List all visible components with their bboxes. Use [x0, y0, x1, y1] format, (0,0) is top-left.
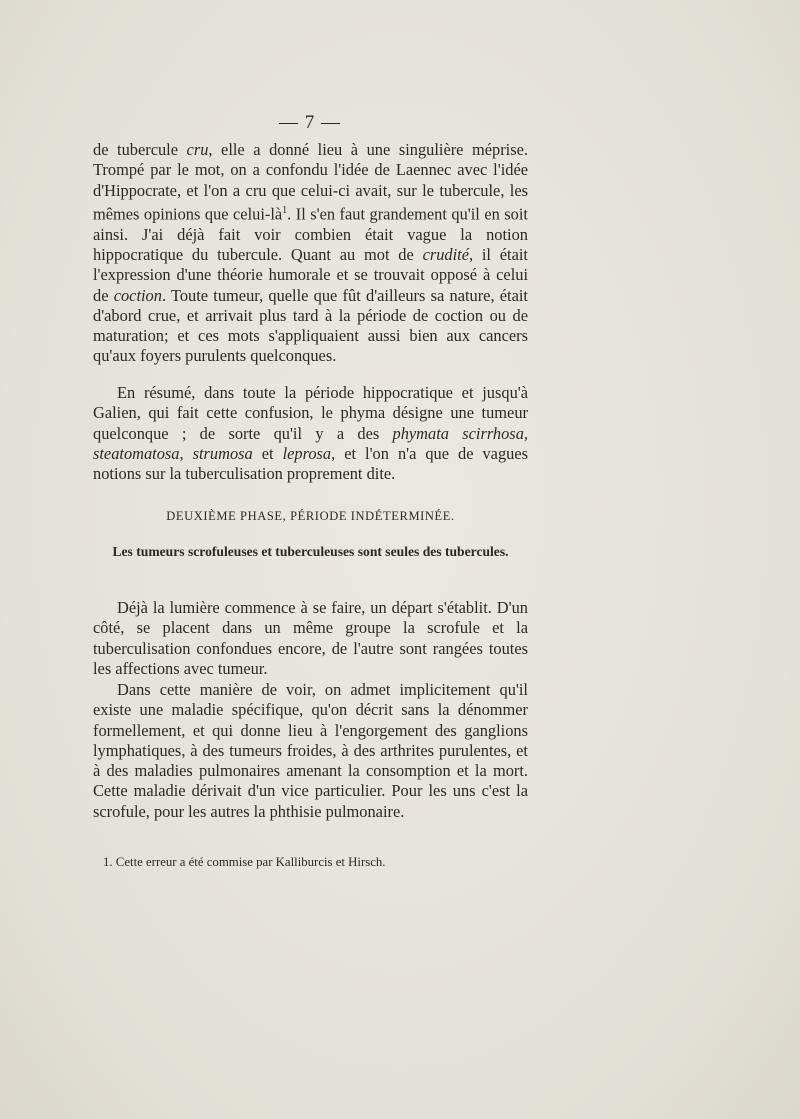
paragraph-2-text-a: En résumé, dans toute la période hippocratique et jusqu'à Galien, qui fait cette confusion, le phyma désigne une tumeur quelconque ; de sorte qu'il y a des [93, 383, 528, 443]
paragraph-2-text-d: , et l'on n'a que de vagues notions sur la tuberculisation proprement dite. [93, 443, 528, 484]
paragraph-4: Dans cette manière de voir, on admet implicitement qu'il existe une maladie spécifique, qu'on décrit sans la dénommer formellement, et qui donne lieu à l'engorgement des ganglions lymphatiques, à des tumeurs froides, à des arthrites purulentes, et à des maladies pulmonaires amenant la consomption et la mort. Cette maladie dérivait d'un vice particulier. Pour les uns c'est la scrofule, pour les autres la phthisie pulmonaire. [93, 680, 528, 821]
paragraph-1-italic-crudite: crudité [422, 244, 469, 264]
paragraph-2-italic-strumosa: strumosa [192, 443, 253, 463]
paragraph-1-text-b: , elle a donné lieu à une singulière méprise. Trompé par le mot, on a confondu l'idée de Laennec avec l'idée d'Hippocrate, et l'on a cru que celui-ci avait, sur le tubercule, les mêmes opinions que celui-là [93, 140, 528, 224]
paragraph-3: Déjà la lumière commence à se faire, un départ s'établit. D'un côté, se placent dans un même groupe la scrofule et la tuberculisation confondues encore, de l'autre sont rangées toutes les affections avec tumeur. [93, 598, 528, 678]
paragraph-2-italic-phymata: phymata scirrhosa, steatomatosa [93, 423, 528, 463]
page-number: — 7 — [279, 112, 341, 133]
paragraph-2-text-b: , [179, 443, 193, 463]
paragraph-2-text-c: et [252, 443, 283, 463]
section-heading: DEUXIÈME PHASE, PÉRIODE INDÉTERMINÉE. [166, 509, 455, 523]
paragraph-1-text-a: de tubercule [93, 140, 187, 159]
paragraph-2 [93, 383, 528, 484]
footnote-reference: 1 [282, 204, 288, 216]
paragraph-1-italic-cru: cru [186, 140, 209, 159]
paragraph-2-italic-leprosa: leprosa [282, 443, 332, 463]
footnote: 1. Cette erreur a été commise par Kalliburcis et Hirsch. [103, 855, 386, 869]
paragraph-1-text-d: , il était l'expression d'une théorie humorale et se trouvait opposé à celui de [93, 244, 528, 305]
paragraph-1 [93, 140, 528, 367]
paragraph-1-italic-coction: coction [113, 285, 162, 305]
section-subtitle: Les tumeurs scrofuleuses et tuberculeuses sont seules des tubercules. [112, 544, 509, 559]
paragraph-1-text-e: . Toute tumeur, quelle que fût d'ailleurs sa nature, était d'abord crue, et arrivait plus tard à la période de coction ou de maturation; et ces mots s'appliquaient aussi bien aux cancers qu'aux foyers purulents quelconques. [93, 285, 528, 366]
paragraph-1-text-c: . Il s'en faut grandement qu'il en soit ainsi. J'ai déjà fait voir combien était vague la notion hippocratique du tubercule. Quant au mot de [93, 204, 528, 264]
